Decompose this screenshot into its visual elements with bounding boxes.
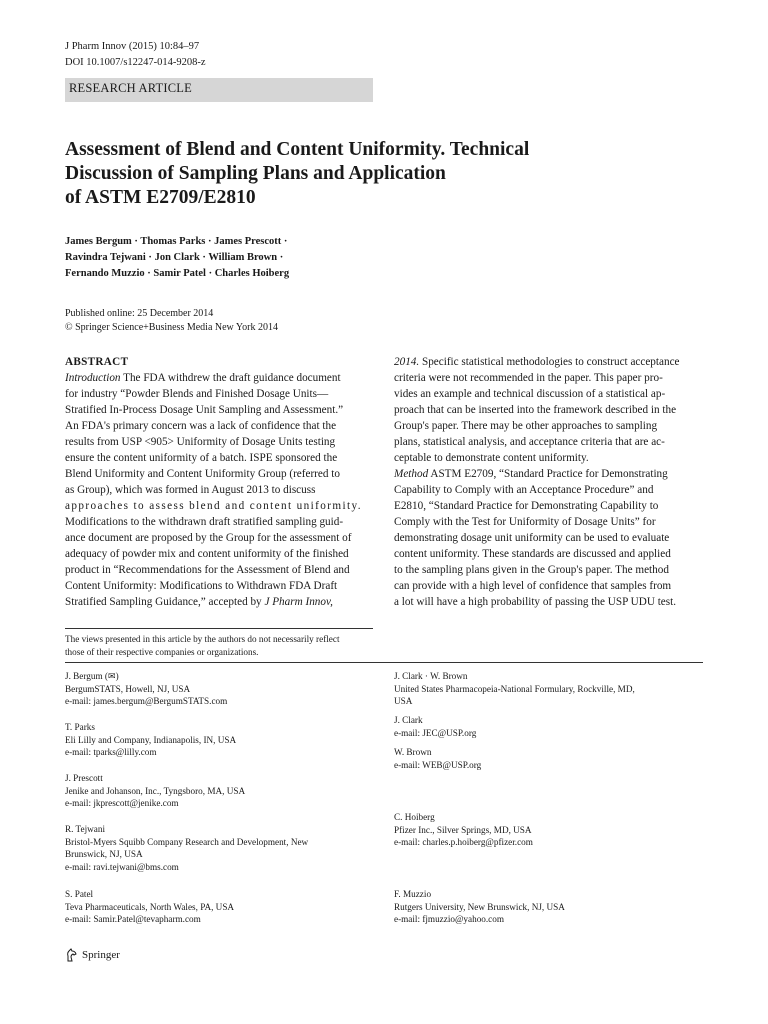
affiliation-line: Brunswick, NJ, USA (65, 849, 143, 859)
email-link[interactable]: e-mail: Samir.Patel@tevapharm.com (65, 914, 201, 924)
abstract-line: proach that can be inserted into the framework described in the (394, 404, 677, 416)
email-link[interactable]: e-mail: fjmuzzio@yahoo.com (394, 914, 504, 924)
abstract-column-left (65, 354, 373, 610)
abstract-line: plans, statistical analysis, and acceptance criteria that are ac- (394, 436, 665, 448)
abstract-line: results from USP <905> Uniformity of Dosage Units testing (65, 436, 336, 448)
abstract-line: criteria were not recommended in the paper. This paper pro- (394, 372, 663, 384)
title-line: Discussion of Sampling Plans and Application (65, 163, 446, 184)
author-name: J. Prescott (65, 773, 103, 783)
author-name: F. Muzzio (394, 889, 432, 899)
footnote-divider (65, 628, 373, 629)
abstract-line: approaches to assess blend and content uniformity. (65, 500, 363, 512)
affiliation-patel (65, 888, 375, 926)
affiliation-line: Rutgers University, New Brunswick, NJ, USA (394, 901, 565, 912)
author-name: J. Bergum (✉) (65, 671, 119, 681)
article-type-label: RESEARCH ARTICLE (65, 78, 373, 102)
abstract-line: ceptable to demonstrate content uniformity. (394, 452, 589, 464)
journal-reference: J Pharm Innov (2015) 10:84–97 (65, 41, 200, 52)
affiliation-line: BergumSTATS, Howell, NJ, USA (65, 683, 191, 694)
section-label-introduction: Introduction (65, 372, 121, 384)
affiliation-brown (394, 746, 704, 771)
affiliation-line: Jenike and Johanson, Inc., Tyngsboro, MA, USA (65, 785, 246, 796)
abstract-line: 2014. Specific statistical methodologies to construct acceptance (394, 356, 680, 368)
abstract-line: can provide with a high level of confidence that samples from (394, 580, 672, 592)
title-line: of ASTM E2709/E2810 (65, 187, 256, 208)
abstract-line: ance document are proposed by the Group for the assessment of (65, 532, 352, 544)
abstract-line: E2810, “Standard Practice for Demonstrating Capability to (394, 500, 659, 512)
affiliation-line: United States Pharmacopeia-National Formulary, Rockville, MD, (394, 683, 635, 694)
affiliation-clark-brown (394, 670, 704, 708)
abstract-line: ensure the content uniformity of a batch. ISPE sponsored the (65, 452, 338, 464)
email-link[interactable]: e-mail: tparks@lilly.com (65, 747, 157, 757)
affiliation-clark (394, 714, 704, 739)
publication-info (65, 307, 278, 335)
abstract-line: to the sampling plans given in the Group's paper. The method (394, 564, 669, 576)
title-line: Assessment of Blend and Content Uniformity. Technical (65, 139, 530, 160)
email-link[interactable]: e-mail: james.bergum@BergumSTATS.com (65, 696, 228, 706)
abstract-column-right (394, 354, 702, 610)
affiliation-line: Pfizer Inc., Silver Springs, MD, USA (394, 824, 532, 835)
affiliation-divider (65, 662, 703, 663)
author-name: W. Brown (394, 747, 432, 757)
affiliation-muzzio (394, 888, 704, 926)
abstract-line: adequacy of powder mix and content uniformity of the finished (65, 548, 349, 560)
affiliation-bergum (65, 670, 375, 708)
email-link[interactable]: e-mail: JEC@USP.org (394, 727, 477, 738)
author-name: J. Clark (394, 715, 423, 725)
abstract-line: a lot will have a high probability of passing the USP UDU test. (394, 596, 677, 608)
email-link[interactable]: e-mail: charles.p.hoiberg@pfizer.com (394, 837, 533, 847)
journal-name-inline: J Pharm Innov, (264, 596, 333, 608)
author-name: S. Patel (65, 889, 94, 899)
affiliation-line: Eli Lilly and Company, Indianapolis, IN, USA (65, 734, 237, 745)
abstract-line: Content Uniformity: Modifications to Withdrawn FDA Draft (65, 580, 338, 592)
email-link[interactable]: e-mail: WEB@USP.org (394, 759, 482, 770)
disclaimer-footnote (65, 633, 375, 659)
doi: DOI 10.1007/s12247-014-9208-z (65, 57, 206, 68)
year-inline: 2014. (394, 356, 420, 368)
abstract-line: Method ASTM E2709, “Standard Practice for Demonstrating (394, 468, 668, 480)
author-list (65, 234, 625, 282)
abstract-line: as Group), which was formed in August 2013 to discuss (65, 484, 316, 496)
abstract-line: content uniformity. These standards are discussed and applied (394, 548, 671, 560)
section-label-method: Method (394, 468, 429, 480)
author-name: C. Hoiberg (394, 812, 435, 822)
abstract-line: Blend Uniformity and Content Uniformity Group (referred to (65, 468, 340, 480)
abstract-line: vides an example and technical discussion of a statistical ap- (394, 388, 666, 400)
author-name: R. Tejwani (65, 824, 106, 834)
author-name: J. Clark · W. Brown (394, 671, 468, 681)
abstract-line: An FDA's primary concern was a lack of confidence that the (65, 420, 337, 432)
abstract-line: demonstrating dosage unit uniformity can be used to evaluate (394, 532, 670, 544)
abstract-line: Capability to Comply with an Acceptance Procedure” and (394, 484, 654, 496)
abstract-line: for industry “Powder Blends and Finished Dosage Units— (65, 388, 329, 400)
abstract-heading: ABSTRACT (65, 356, 129, 368)
abstract-line: Group's paper. There may be other approaches to sampling (394, 420, 658, 432)
email-link[interactable]: e-mail: jkprescott@jenike.com (65, 798, 179, 808)
affiliation-parks (65, 721, 375, 759)
affiliation-prescott (65, 772, 375, 810)
author-line: Fernando Muzzio · Samir Patel · Charles Hoiberg (65, 268, 290, 279)
affiliation-line: USA (394, 696, 413, 706)
affiliation-line: Bristol-Myers Squibb Company Research and Development, New (65, 836, 309, 847)
footnote-line: The views presented in this article by the authors do not necessarily reflect (65, 634, 340, 644)
published-date: Published online: 25 December 2014 (65, 308, 214, 319)
affiliation-hoiberg (394, 811, 704, 849)
abstract-line: Stratified Sampling Guidance,” accepted by J Pharm Innov, (65, 596, 333, 608)
author-line: James Bergum · Thomas Parks · James Prescott · (65, 236, 288, 247)
abstract-line: product in “Recommendations for the Assessment of Blend and (65, 564, 350, 576)
abstract-line: Stratified In-Process Dosage Unit Sampling and Assessment.” (65, 404, 344, 416)
springer-logo (65, 948, 120, 962)
abstract-line: Comply with the Test for Uniformity of Dosage Units” for (394, 516, 656, 528)
publisher-name: Springer (82, 949, 120, 961)
abstract-line: Introduction The FDA withdrew the draft guidance document (65, 372, 341, 384)
author-line: Ravindra Tejwani · Jon Clark · William Brown · (65, 252, 284, 263)
springer-horse-icon (65, 948, 78, 962)
author-name: T. Parks (65, 722, 95, 732)
affiliation-tejwani (65, 823, 375, 873)
abstract-line: Modifications to the withdrawn draft stratified sampling guid- (65, 516, 344, 528)
copyright-notice: © Springer Science+Business Media New York 2014 (65, 322, 278, 333)
footnote-line: those of their respective companies or organizations. (65, 647, 259, 657)
affiliation-line: Teva Pharmaceuticals, North Wales, PA, USA (65, 901, 235, 912)
article-title (65, 138, 685, 210)
email-link[interactable]: e-mail: ravi.tejwani@bms.com (65, 861, 179, 872)
